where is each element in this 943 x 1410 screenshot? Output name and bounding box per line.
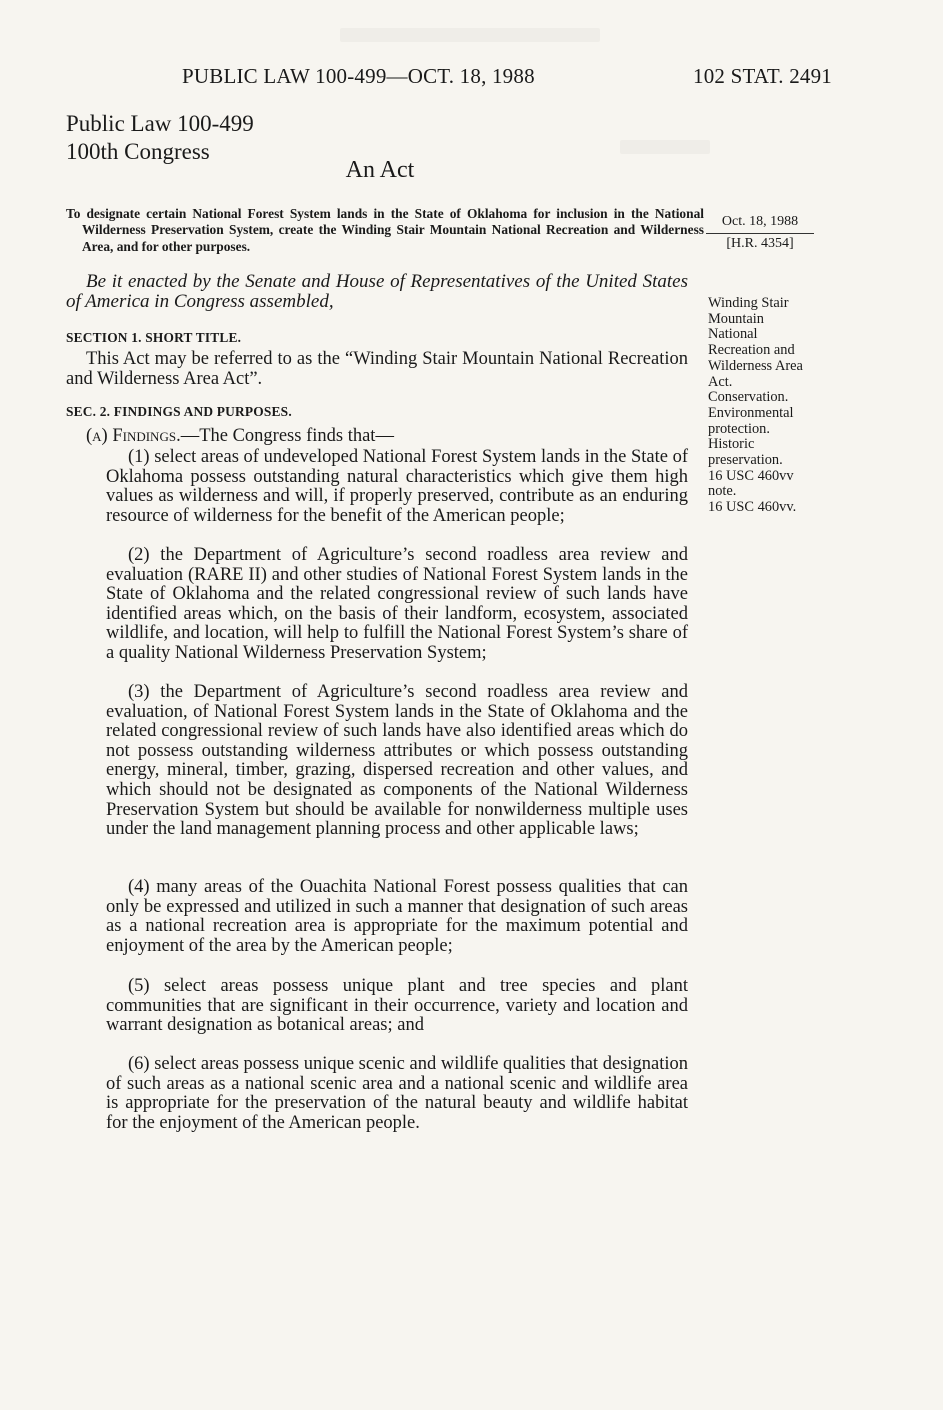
long-title: To designate certain National Forest System lands in the State of Oklahoma for inclusion in the National Wilderness Preservation System, create the Winding Stair Mountain National Recreation and Wilderness Area, and for other purposes. [66, 206, 704, 254]
finding-2: (2) the Department of Agriculture’s second roadless area review and evaluation (RARE II) and other studies of National Forest System lands in the State of Oklahoma and the related congressional review of such lands have identified areas which, on the basis of their landform, ecosystem, associated wildlife, and location, will help to fulfill the National Forest System’s share of a quality National Wilderness Preservation System; [106, 545, 688, 663]
margin-notes [708, 296, 836, 516]
section-2-heading: SEC. 2. FINDINGS AND PURPOSES. [66, 404, 292, 419]
congress-number: 100th Congress [66, 139, 210, 164]
margin-note: Recreation and [708, 342, 795, 359]
bill-number: [H.R. 4354] [726, 236, 794, 251]
margin-note: Mountain [708, 310, 764, 327]
section-1-text: This Act may be referred to as the “Winding Stair Mountain National Recreation and Wilderness Area Act”. [66, 349, 688, 389]
subsection-a-text: —The Congress finds that— [180, 426, 394, 446]
scan-show-through [620, 140, 710, 154]
margin-note: note. [708, 483, 737, 500]
margin-note: preservation. [708, 452, 783, 469]
public-law-number: Public Law 100-499 [66, 111, 254, 136]
subsection-a-intro [66, 427, 688, 447]
margin-note: National [708, 326, 758, 343]
margin-note: 16 USC 460vv. [708, 499, 797, 516]
finding-6: (6) select areas possess unique scenic and wildlife qualities that designation of such areas as a national scenic area and a national scenic and wildlife area is appropriate for the preservation of the natural beauty and wildlife habitat for the enjoyment of the American people. [106, 1054, 688, 1133]
finding-3: (3) the Department of Agriculture’s second roadless area review and evaluation, of National Forest System lands in the State of Oklahoma and the related congressional review of such lands have also identified areas which do not possess outstanding wilderness attributes or which possess outstanding energy, mineral, timber, grazing, dispersed recreation and other values, and which should not be designated as components of the National Wilderness Preservation System but should be available for nonwilderness multiple uses under the land management planning process and other applicable laws; [106, 682, 688, 840]
margin-note: Act. [708, 373, 733, 390]
act-label: An Act [345, 157, 415, 183]
finding-4: (4) many areas of the Ouachita National Forest possess qualities that can only be expressed and utilized in such a manner that designation of such areas as a national recreation area is appropriate for the maximum potential and enjoyment of the area by the American people; [106, 877, 688, 956]
margin-note: Wilderness Area [708, 357, 803, 374]
scan-show-through [340, 28, 600, 42]
enacting-clause: Be it enacted by the Senate and House of Representatives of the United States of America in Congress assembled, [66, 271, 688, 312]
margin-note: 16 USC 460vv [708, 467, 794, 484]
enactment-date: Oct. 18, 1988 [706, 213, 814, 234]
stat-page-number: 102 STAT. 2491 [693, 64, 832, 88]
running-title: PUBLIC LAW 100-499—OCT. 18, 1988 [182, 64, 535, 88]
section-1-heading: SECTION 1. SHORT TITLE. [66, 330, 242, 345]
finding-1: (1) select areas of undeveloped National Forest System lands in the State of Oklahoma possess outstanding natural characteristics which give them high values as wilderness and will, if properly preserved, contribute as an enduring resource of wilderness for the benefit of the American people; [106, 447, 688, 526]
enactment-info [706, 213, 814, 253]
subsection-a-label: (a) Findings. [86, 426, 181, 446]
margin-note: Historic [708, 436, 755, 453]
margin-note: Environmental [708, 404, 794, 421]
margin-note: Winding Stair [708, 295, 789, 311]
finding-5: (5) select areas possess unique plant and tree species and plant communities that are significant in their occurrence, variety and location and warrant designation as botanical areas; and [106, 976, 688, 1036]
margin-note: Conservation. [708, 389, 789, 406]
margin-note: protection. [708, 420, 770, 437]
